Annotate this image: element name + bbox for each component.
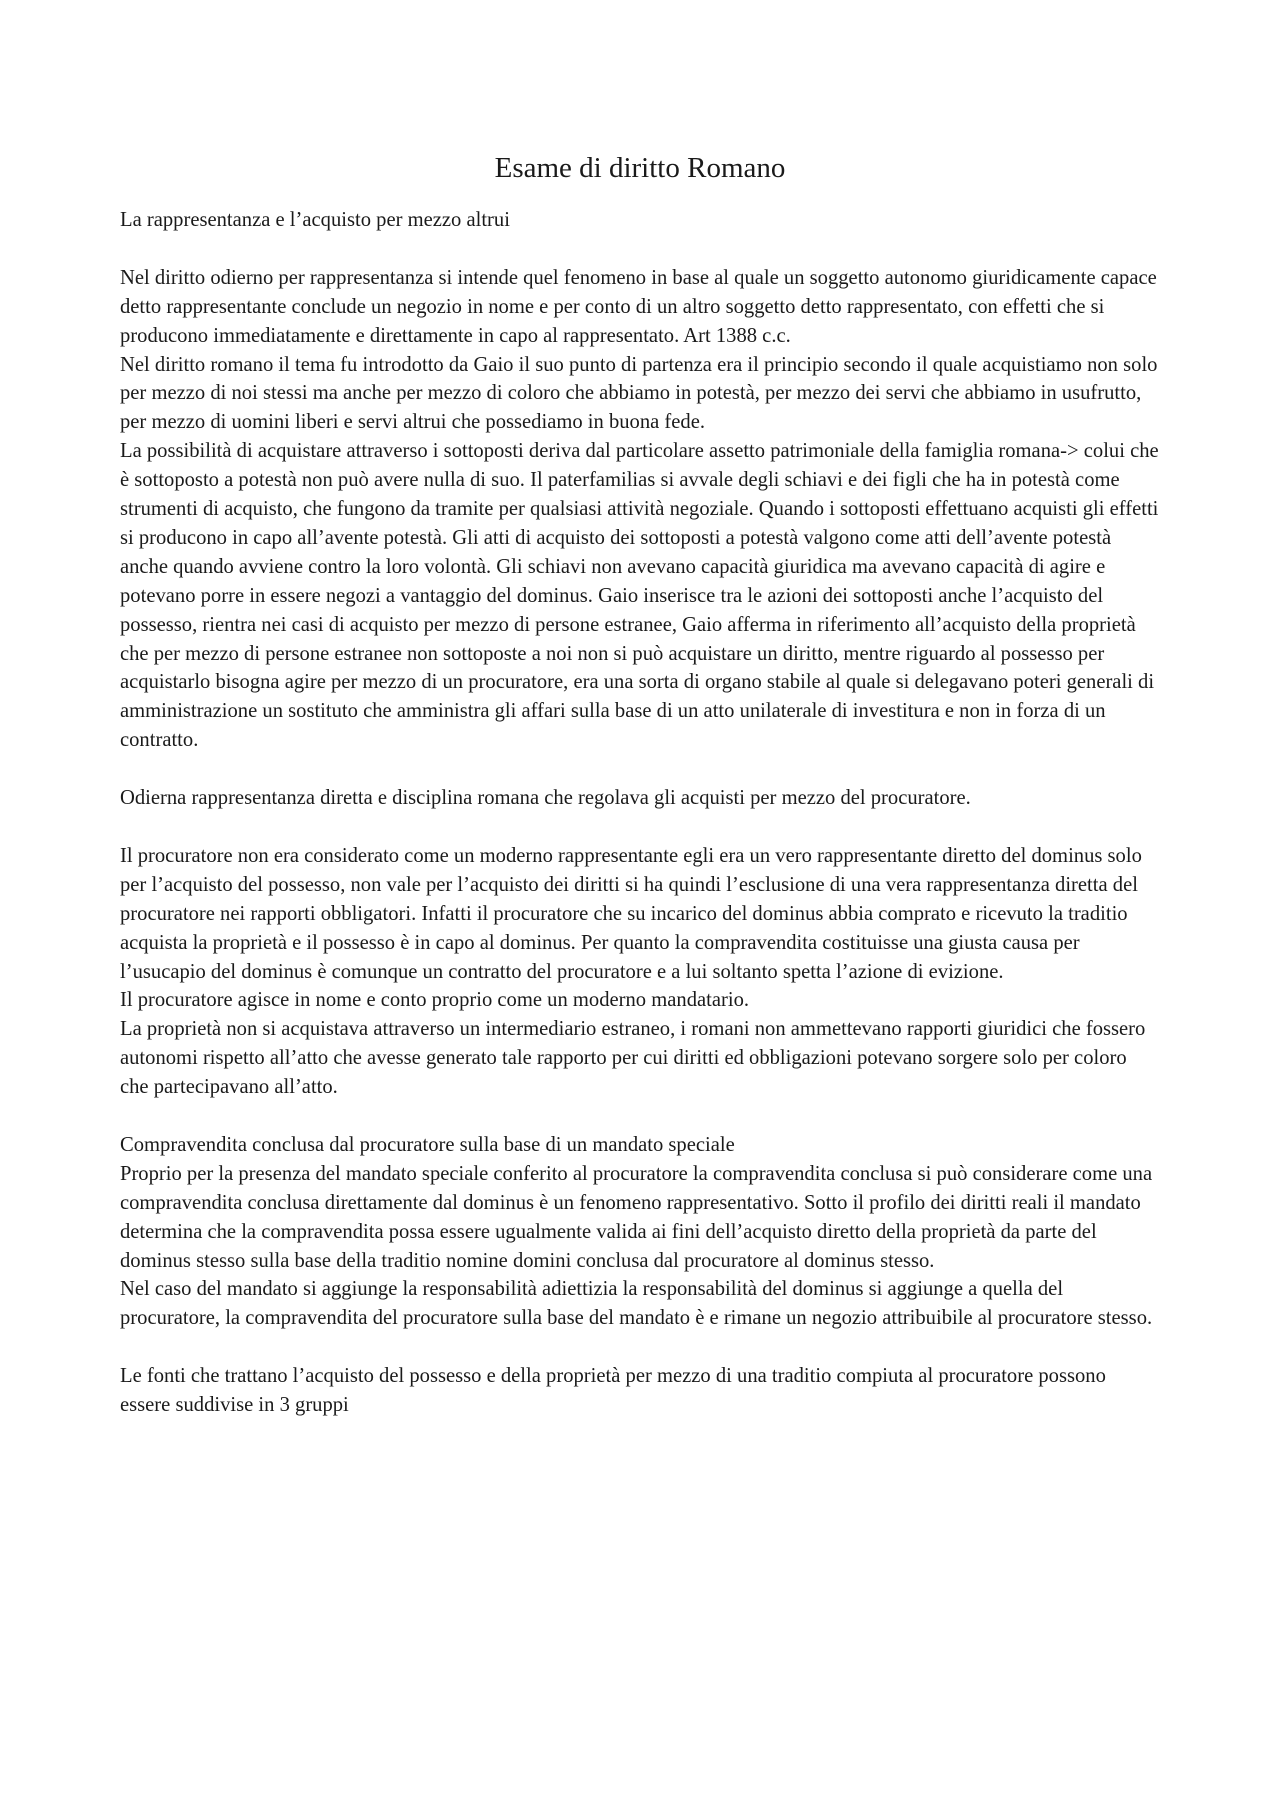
paragraph: Nel diritto odierno per rappresentanza si intende quel fenomeno in base al quale un soggetto autonomo giuridicamente capace detto rappresentante conclude un negozio in nome e per conto di un altro soggetto detto rappresentato, con effetti che si producono immediatamente e direttamente in capo al rappresentato. Art 1388 c.c.: [120, 266, 1157, 347]
paragraph: Le fonti che trattano l’acquisto del possesso e della proprietà per mezzo di una traditio compiuta al procuratore possono essere suddivise in 3 gruppi: [120, 1365, 1106, 1417]
paragraph: La proprietà non si acquistava attraverso un intermediario estraneo, i romani non ammettevano rapporti giuridici che fossero autonomi rispetto all’atto che avesse generato tale rapporto per cui diritti ed obbligazioni potevano sorgere solo per coloro che partecipavano all’atto.: [120, 1018, 1146, 1099]
paragraph: Nel caso del mandato si aggiunge la responsabilità adiettizia la responsabilità del dominus si aggiunge a quella del procuratore, la compravendita del procuratore sulla base del mandato è e rimane un negozio attribuibile al procuratore stesso.: [120, 1278, 1153, 1330]
paragraph-gap: [120, 1333, 1160, 1362]
document-title: Esame di diritto Romano: [494, 152, 786, 184]
paragraph: Proprio per la presenza del mandato speciale conferito al procuratore la compravendita conclusa si può considerare come una compravendita conclusa direttamente dal dominus è un fenomeno rappresentativo. Sotto il profilo dei diritti reali il mandato determina che la compravendita possa essere ugualmente valida ai fini dell’acquisto diretto della proprietà da parte del dominus stesso sulla base della traditio nomine domini conclusa dal procuratore al dominus stesso.: [120, 1162, 1153, 1272]
paragraph-gap: [120, 813, 1160, 842]
paragraph: Il procuratore agisce in nome e conto proprio come un moderno mandatario.: [120, 989, 750, 1012]
paragraph-gap: [120, 1102, 1160, 1131]
paragraph: Il procuratore non era considerato come un moderno rappresentante egli era un vero rappresentante diretto del dominus solo per l’acquisto del possesso, non vale per l’acquisto dei diritti si ha quindi l’esclusione di una vera rappresentanza diretta del procuratore nei rapporti obbligatori. Infatti il procuratore che su incarico del dominus abbia comprato e ricevuto la traditio acquista la proprietà e il possesso è in capo al dominus. Per quanto la compravendita costituisse una giusta causa per l’usucapio del dominus è comunque un contratto del procuratore e a lui soltanto spetta l’azione di evizione.: [120, 844, 1142, 983]
paragraph: Odierna rappresentanza diretta e disciplina romana che regolava gli acquisti per mezzo del procuratore.: [120, 787, 971, 810]
section-heading: La rappresentanza e l’acquisto per mezzo altrui: [120, 209, 510, 231]
paragraph: La possibilità di acquistare attraverso i sottoposti deriva dal particolare assetto patrimoniale della famiglia romana-> colui che è sottoposto a potestà non può avere nulla di suo. Il paterfamilias si avvale degli schiavi e dei figli che ha in potestà come strumenti di acquisto, che fungono da tramite per qualsiasi attività negoziale. Quando i sottoposti effettuano acquisti gli effetti si producono in capo all’avente potestà. Gli atti di acquisto dei sottoposti a potestà valgono come atti dell’avente potestà anche quando avviene contro la loro volontà. Gli schiavi non avevano capacità giuridica ma avevano capacità di agire e potevano porre in essere negozi a vantaggio del dominus. Gaio inserisce tra le azioni dei sottoposti anche l’acquisto del possesso, rientra nei casi di acquisto per mezzo di persone estranee, Gaio afferma in riferimento all’acquisto della proprietà che per mezzo di persone estranee non sottoposte a noi non si può acquistare un diritto, mentre riguardo al possesso per acquistarlo bisogna agire per mezzo di un procuratore, era una sorta di organo stabile al quale si delegavano poteri generali di amministrazione un sostituto che amministra gli affari sulla base di un atto unilaterale di investitura e non in forza di un contratto.: [120, 440, 1159, 752]
paragraph-gap: [120, 755, 1160, 784]
paragraph: Nel diritto romano il tema fu introdotto da Gaio il suo punto di partenza era il principio secondo il quale acquistiamo non solo per mezzo di noi stessi ma anche per mezzo di coloro che abbiamo in potestà, per mezzo dei servi che abbiamo in usufrutto, per mezzo di uomini liberi e servi altrui che possediamo in buona fede.: [120, 353, 1158, 434]
paragraph-gap: [120, 235, 1160, 264]
section-heading: Compravendita conclusa dal procuratore sulla base di un mandato speciale: [120, 1133, 735, 1156]
document-page: [120, 150, 1160, 1420]
